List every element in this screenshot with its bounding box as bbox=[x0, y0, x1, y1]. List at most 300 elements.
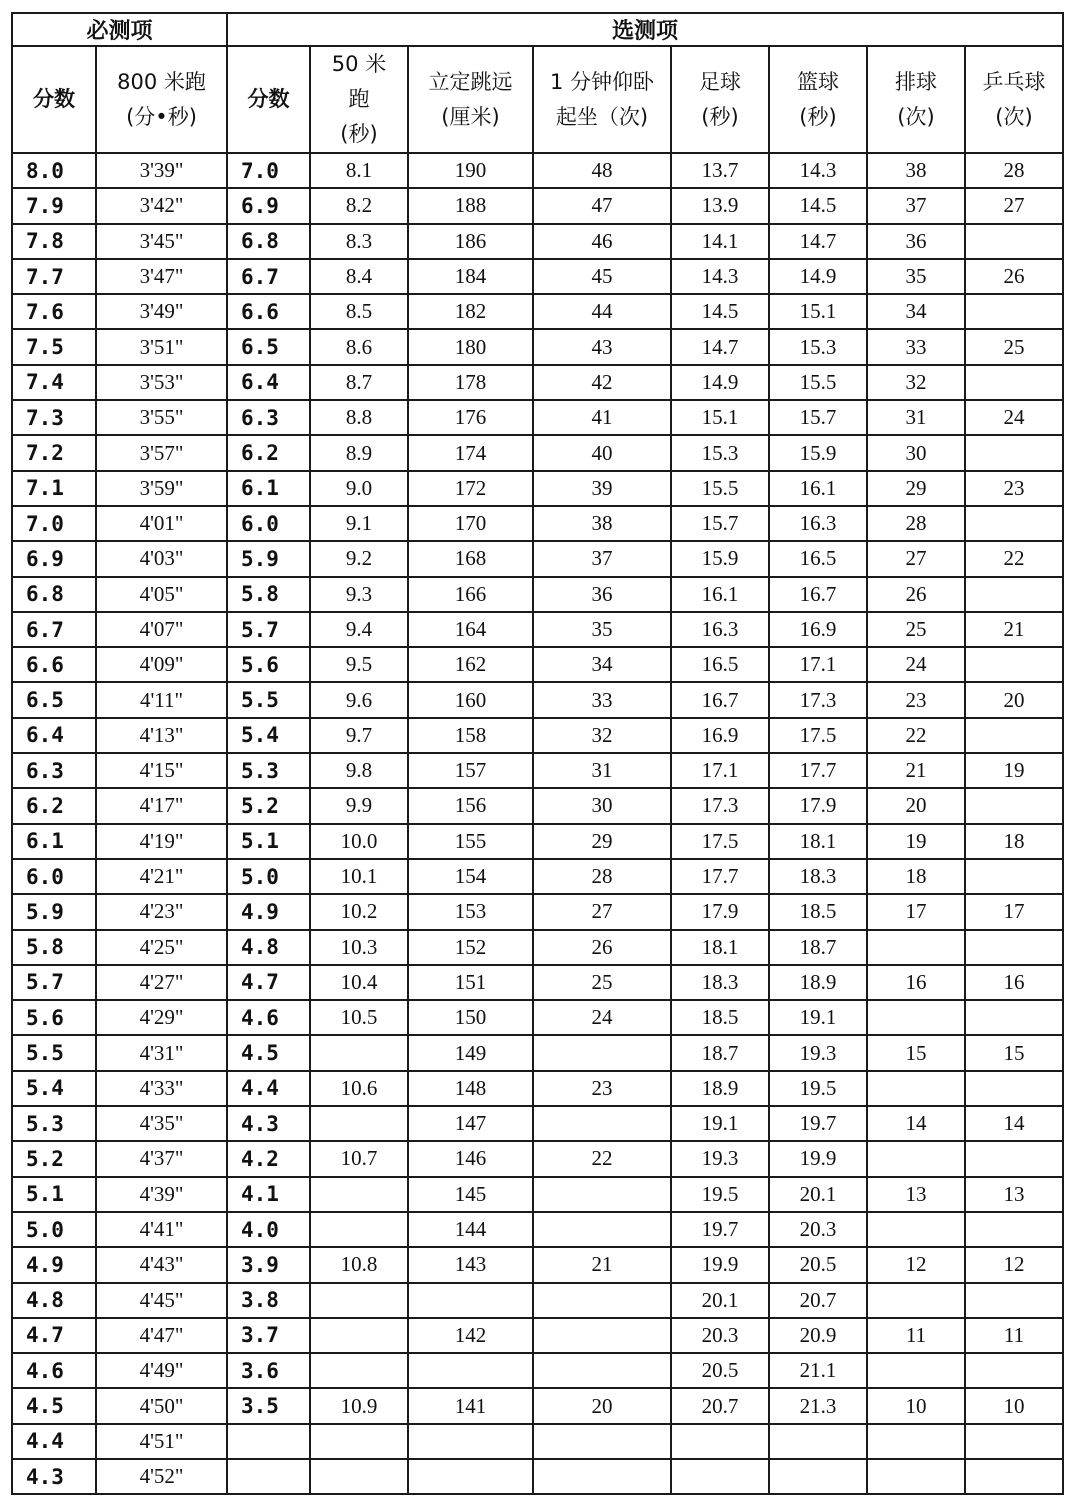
column-header-volleyball bbox=[867, 46, 965, 153]
cell-volleyball: 23 bbox=[867, 682, 965, 717]
cell-football: 16.3 bbox=[671, 612, 769, 647]
cell-run-800m: 3'42" bbox=[96, 188, 227, 223]
cell-football: 14.1 bbox=[671, 224, 769, 259]
group-optional-header: 选测项 bbox=[227, 13, 1063, 46]
cell-score-required: 4.7 bbox=[12, 1318, 96, 1353]
cell-volleyball bbox=[867, 1353, 965, 1388]
cell-score-required: 5.3 bbox=[12, 1106, 96, 1141]
cell-basketball: 17.1 bbox=[769, 647, 867, 682]
cell-standing-long-jump bbox=[408, 1283, 533, 1318]
cell-score-required: 7.9 bbox=[12, 188, 96, 223]
cell-standing-long-jump: 160 bbox=[408, 682, 533, 717]
cell-basketball bbox=[769, 1424, 867, 1459]
table-row bbox=[12, 1212, 1063, 1247]
cell-sit-ups-1min: 44 bbox=[533, 294, 671, 329]
cell-score-optional: 6.9 bbox=[227, 188, 310, 223]
cell-basketball: 15.1 bbox=[769, 294, 867, 329]
cell-score-optional: 6.4 bbox=[227, 365, 310, 400]
cell-score-required: 5.6 bbox=[12, 1000, 96, 1035]
cell-run-50m: 10.3 bbox=[310, 930, 408, 965]
cell-standing-long-jump: 157 bbox=[408, 753, 533, 788]
cell-run-50m: 9.1 bbox=[310, 506, 408, 541]
cell-sit-ups-1min: 34 bbox=[533, 647, 671, 682]
cell-score-required: 5.9 bbox=[12, 894, 96, 929]
cell-run-50m: 8.3 bbox=[310, 224, 408, 259]
table-row bbox=[12, 1424, 1063, 1459]
cell-volleyball: 32 bbox=[867, 365, 965, 400]
cell-score-required: 4.4 bbox=[12, 1424, 96, 1459]
column-header-line: 800 米跑 bbox=[117, 69, 206, 94]
cell-run-50m: 9.6 bbox=[310, 682, 408, 717]
cell-score-required: 7.4 bbox=[12, 365, 96, 400]
cell-run-800m: 4'13" bbox=[96, 718, 227, 753]
cell-score-optional: 5.9 bbox=[227, 541, 310, 576]
table-row bbox=[12, 612, 1063, 647]
cell-standing-long-jump: 152 bbox=[408, 930, 533, 965]
cell-volleyball: 14 bbox=[867, 1106, 965, 1141]
cell-basketball: 19.9 bbox=[769, 1141, 867, 1176]
cell-score-optional: 3.6 bbox=[227, 1353, 310, 1388]
cell-sit-ups-1min: 22 bbox=[533, 1141, 671, 1176]
table-row bbox=[12, 894, 1063, 929]
cell-standing-long-jump: 155 bbox=[408, 824, 533, 859]
column-header-line: 乒乓球 bbox=[982, 69, 1046, 94]
cell-sit-ups-1min bbox=[533, 1283, 671, 1318]
cell-basketball: 20.7 bbox=[769, 1283, 867, 1318]
cell-score-required: 5.0 bbox=[12, 1212, 96, 1247]
cell-score-optional bbox=[227, 1459, 310, 1494]
cell-run-800m: 4'21" bbox=[96, 859, 227, 894]
cell-table-tennis bbox=[965, 294, 1063, 329]
cell-run-50m: 9.0 bbox=[310, 471, 408, 506]
cell-basketball: 14.3 bbox=[769, 153, 867, 188]
cell-score-required: 7.2 bbox=[12, 435, 96, 470]
table-row bbox=[12, 682, 1063, 717]
cell-standing-long-jump: 153 bbox=[408, 894, 533, 929]
cell-table-tennis bbox=[965, 1141, 1063, 1176]
column-header-line: (秒) bbox=[701, 104, 739, 129]
cell-football: 20.1 bbox=[671, 1283, 769, 1318]
cell-table-tennis bbox=[965, 718, 1063, 753]
cell-sit-ups-1min: 46 bbox=[533, 224, 671, 259]
cell-run-800m: 4'25" bbox=[96, 930, 227, 965]
cell-table-tennis: 27 bbox=[965, 188, 1063, 223]
cell-basketball: 15.5 bbox=[769, 365, 867, 400]
cell-score-required: 7.8 bbox=[12, 224, 96, 259]
column-header-score-required bbox=[12, 46, 96, 153]
cell-table-tennis: 20 bbox=[965, 682, 1063, 717]
column-header-line: 分数 bbox=[33, 87, 75, 111]
cell-run-50m: 8.6 bbox=[310, 329, 408, 364]
table-row bbox=[12, 930, 1063, 965]
column-header-run-800m bbox=[96, 46, 227, 153]
cell-sit-ups-1min bbox=[533, 1459, 671, 1494]
cell-volleyball bbox=[867, 1283, 965, 1318]
cell-volleyball: 33 bbox=[867, 329, 965, 364]
cell-run-800m: 3'45" bbox=[96, 224, 227, 259]
cell-run-50m: 8.1 bbox=[310, 153, 408, 188]
cell-score-required: 5.7 bbox=[12, 965, 96, 1000]
cell-run-800m: 3'55" bbox=[96, 400, 227, 435]
cell-standing-long-jump: 182 bbox=[408, 294, 533, 329]
cell-score-optional: 4.1 bbox=[227, 1177, 310, 1212]
cell-score-required: 6.2 bbox=[12, 788, 96, 823]
cell-run-800m: 4'05" bbox=[96, 577, 227, 612]
cell-football: 18.7 bbox=[671, 1035, 769, 1070]
cell-sit-ups-1min: 24 bbox=[533, 1000, 671, 1035]
cell-table-tennis: 14 bbox=[965, 1106, 1063, 1141]
cell-sit-ups-1min: 48 bbox=[533, 153, 671, 188]
cell-score-required: 6.9 bbox=[12, 541, 96, 576]
cell-basketball: 18.1 bbox=[769, 824, 867, 859]
cell-run-50m: 8.2 bbox=[310, 188, 408, 223]
cell-basketball: 15.7 bbox=[769, 400, 867, 435]
cell-football: 20.7 bbox=[671, 1388, 769, 1423]
cell-table-tennis: 15 bbox=[965, 1035, 1063, 1070]
cell-sit-ups-1min: 30 bbox=[533, 788, 671, 823]
cell-score-required: 5.8 bbox=[12, 930, 96, 965]
cell-football: 19.3 bbox=[671, 1141, 769, 1176]
cell-basketball: 20.1 bbox=[769, 1177, 867, 1212]
cell-football: 19.5 bbox=[671, 1177, 769, 1212]
table-row bbox=[12, 506, 1063, 541]
cell-football: 16.7 bbox=[671, 682, 769, 717]
cell-score-required: 6.1 bbox=[12, 824, 96, 859]
column-header-line: 50 米 bbox=[331, 52, 387, 76]
cell-standing-long-jump: 172 bbox=[408, 471, 533, 506]
table-row bbox=[12, 1071, 1063, 1106]
table-row bbox=[12, 1106, 1063, 1141]
cell-run-800m: 3'39" bbox=[96, 153, 227, 188]
cell-run-50m: 9.2 bbox=[310, 541, 408, 576]
cell-score-optional: 5.3 bbox=[227, 753, 310, 788]
cell-run-800m: 4'33" bbox=[96, 1071, 227, 1106]
column-header-line: 篮球 bbox=[797, 69, 839, 94]
cell-volleyball: 13 bbox=[867, 1177, 965, 1212]
cell-table-tennis bbox=[965, 1000, 1063, 1035]
table-row bbox=[12, 647, 1063, 682]
cell-volleyball: 24 bbox=[867, 647, 965, 682]
table-row bbox=[12, 1388, 1063, 1423]
cell-score-optional: 4.7 bbox=[227, 965, 310, 1000]
cell-run-50m bbox=[310, 1212, 408, 1247]
cell-basketball: 20.5 bbox=[769, 1247, 867, 1282]
cell-sit-ups-1min: 31 bbox=[533, 753, 671, 788]
cell-table-tennis: 22 bbox=[965, 541, 1063, 576]
cell-table-tennis: 19 bbox=[965, 753, 1063, 788]
table-row bbox=[12, 294, 1063, 329]
column-header-football bbox=[671, 46, 769, 153]
cell-score-optional: 6.5 bbox=[227, 329, 310, 364]
cell-table-tennis: 24 bbox=[965, 400, 1063, 435]
cell-football: 15.3 bbox=[671, 435, 769, 470]
column-header-line: 分数 bbox=[247, 87, 290, 111]
cell-basketball: 14.9 bbox=[769, 259, 867, 294]
cell-run-50m: 10.9 bbox=[310, 1388, 408, 1423]
cell-sit-ups-1min bbox=[533, 1106, 671, 1141]
cell-football: 15.1 bbox=[671, 400, 769, 435]
cell-football: 16.5 bbox=[671, 647, 769, 682]
cell-volleyball: 21 bbox=[867, 753, 965, 788]
cell-table-tennis bbox=[965, 1283, 1063, 1318]
cell-sit-ups-1min: 32 bbox=[533, 718, 671, 753]
cell-standing-long-jump: 174 bbox=[408, 435, 533, 470]
cell-football: 18.5 bbox=[671, 1000, 769, 1035]
cell-football: 13.9 bbox=[671, 188, 769, 223]
cell-basketball: 16.1 bbox=[769, 471, 867, 506]
table-row bbox=[12, 471, 1063, 506]
cell-run-800m: 4'23" bbox=[96, 894, 227, 929]
cell-sit-ups-1min: 29 bbox=[533, 824, 671, 859]
cell-table-tennis: 11 bbox=[965, 1318, 1063, 1353]
cell-run-50m: 10.1 bbox=[310, 859, 408, 894]
cell-basketball: 15.3 bbox=[769, 329, 867, 364]
cell-football: 17.1 bbox=[671, 753, 769, 788]
column-header-standing-long-jump bbox=[408, 46, 533, 153]
cell-table-tennis bbox=[965, 506, 1063, 541]
cell-standing-long-jump: 141 bbox=[408, 1388, 533, 1423]
cell-score-required: 6.6 bbox=[12, 647, 96, 682]
cell-sit-ups-1min: 36 bbox=[533, 577, 671, 612]
cell-run-800m: 3'57" bbox=[96, 435, 227, 470]
cell-football: 20.3 bbox=[671, 1318, 769, 1353]
cell-score-optional: 4.3 bbox=[227, 1106, 310, 1141]
cell-run-800m: 4'39" bbox=[96, 1177, 227, 1212]
cell-sit-ups-1min: 45 bbox=[533, 259, 671, 294]
cell-sit-ups-1min: 20 bbox=[533, 1388, 671, 1423]
cell-basketball bbox=[769, 1459, 867, 1494]
cell-standing-long-jump: 178 bbox=[408, 365, 533, 400]
cell-volleyball bbox=[867, 930, 965, 965]
cell-run-800m: 4'43" bbox=[96, 1247, 227, 1282]
cell-run-800m: 3'47" bbox=[96, 259, 227, 294]
cell-table-tennis bbox=[965, 365, 1063, 400]
cell-score-optional: 4.5 bbox=[227, 1035, 310, 1070]
score-table bbox=[11, 12, 1064, 1495]
cell-table-tennis bbox=[965, 224, 1063, 259]
cell-score-required: 4.6 bbox=[12, 1353, 96, 1388]
cell-standing-long-jump: 168 bbox=[408, 541, 533, 576]
cell-score-optional: 5.1 bbox=[227, 824, 310, 859]
cell-run-800m: 4'50" bbox=[96, 1388, 227, 1423]
column-header-line: 跑 bbox=[348, 87, 370, 111]
cell-volleyball: 35 bbox=[867, 259, 965, 294]
cell-table-tennis: 10 bbox=[965, 1388, 1063, 1423]
cell-basketball: 16.7 bbox=[769, 577, 867, 612]
cell-standing-long-jump: 184 bbox=[408, 259, 533, 294]
cell-table-tennis bbox=[965, 788, 1063, 823]
cell-football: 17.5 bbox=[671, 824, 769, 859]
cell-run-50m: 10.7 bbox=[310, 1141, 408, 1176]
cell-score-optional: 4.0 bbox=[227, 1212, 310, 1247]
cell-standing-long-jump: 156 bbox=[408, 788, 533, 823]
cell-score-required: 6.4 bbox=[12, 718, 96, 753]
cell-basketball: 17.7 bbox=[769, 753, 867, 788]
cell-table-tennis: 13 bbox=[965, 1177, 1063, 1212]
cell-score-required: 7.0 bbox=[12, 506, 96, 541]
cell-basketball: 17.3 bbox=[769, 682, 867, 717]
cell-run-50m: 10.2 bbox=[310, 894, 408, 929]
column-header-row bbox=[12, 46, 1063, 153]
column-header-line: (厘米) bbox=[441, 104, 500, 129]
cell-score-required: 4.5 bbox=[12, 1388, 96, 1423]
cell-volleyball: 30 bbox=[867, 435, 965, 470]
table-row bbox=[12, 1000, 1063, 1035]
cell-run-50m: 10.5 bbox=[310, 1000, 408, 1035]
cell-score-optional: 3.8 bbox=[227, 1283, 310, 1318]
cell-volleyball: 29 bbox=[867, 471, 965, 506]
cell-score-optional: 6.8 bbox=[227, 224, 310, 259]
column-header-sit-ups-1min bbox=[533, 46, 671, 153]
cell-score-required: 5.2 bbox=[12, 1141, 96, 1176]
cell-run-800m: 4'29" bbox=[96, 1000, 227, 1035]
cell-score-required: 6.3 bbox=[12, 753, 96, 788]
table-row bbox=[12, 259, 1063, 294]
cell-standing-long-jump: 158 bbox=[408, 718, 533, 753]
cell-basketball: 18.5 bbox=[769, 894, 867, 929]
cell-sit-ups-1min bbox=[533, 1424, 671, 1459]
cell-football: 13.7 bbox=[671, 153, 769, 188]
cell-run-50m: 9.7 bbox=[310, 718, 408, 753]
column-header-line: 排球 bbox=[895, 69, 937, 94]
column-header-line: (分•秒) bbox=[126, 104, 197, 129]
cell-score-required: 4.8 bbox=[12, 1283, 96, 1318]
cell-score-required: 4.3 bbox=[12, 1459, 96, 1494]
cell-table-tennis: 26 bbox=[965, 259, 1063, 294]
cell-sit-ups-1min: 23 bbox=[533, 1071, 671, 1106]
cell-run-800m: 3'49" bbox=[96, 294, 227, 329]
cell-standing-long-jump: 162 bbox=[408, 647, 533, 682]
group-required-header: 必测项 bbox=[12, 13, 227, 46]
cell-basketball: 16.3 bbox=[769, 506, 867, 541]
cell-football: 14.5 bbox=[671, 294, 769, 329]
column-header-line: (次) bbox=[995, 104, 1033, 129]
cell-score-optional: 5.4 bbox=[227, 718, 310, 753]
cell-volleyball: 16 bbox=[867, 965, 965, 1000]
cell-run-800m: 4'07" bbox=[96, 612, 227, 647]
cell-run-800m: 4'03" bbox=[96, 541, 227, 576]
table-row bbox=[12, 541, 1063, 576]
cell-run-800m: 4'52" bbox=[96, 1459, 227, 1494]
cell-sit-ups-1min: 28 bbox=[533, 859, 671, 894]
cell-run-50m bbox=[310, 1177, 408, 1212]
cell-standing-long-jump: 180 bbox=[408, 329, 533, 364]
cell-table-tennis bbox=[965, 1353, 1063, 1388]
cell-basketball: 20.3 bbox=[769, 1212, 867, 1247]
cell-score-optional: 3.9 bbox=[227, 1247, 310, 1282]
table-row bbox=[12, 1177, 1063, 1212]
cell-volleyball: 31 bbox=[867, 400, 965, 435]
cell-score-required: 5.1 bbox=[12, 1177, 96, 1212]
cell-basketball: 18.9 bbox=[769, 965, 867, 1000]
cell-run-50m: 8.7 bbox=[310, 365, 408, 400]
cell-sit-ups-1min: 47 bbox=[533, 188, 671, 223]
cell-sit-ups-1min: 40 bbox=[533, 435, 671, 470]
cell-volleyball: 34 bbox=[867, 294, 965, 329]
cell-run-800m: 4'11" bbox=[96, 682, 227, 717]
cell-run-800m: 4'31" bbox=[96, 1035, 227, 1070]
cell-score-optional: 3.7 bbox=[227, 1318, 310, 1353]
cell-run-50m: 9.5 bbox=[310, 647, 408, 682]
cell-standing-long-jump: 147 bbox=[408, 1106, 533, 1141]
cell-score-required: 6.7 bbox=[12, 612, 96, 647]
cell-sit-ups-1min: 43 bbox=[533, 329, 671, 364]
cell-football: 16.9 bbox=[671, 718, 769, 753]
cell-sit-ups-1min: 41 bbox=[533, 400, 671, 435]
cell-football: 19.7 bbox=[671, 1212, 769, 1247]
cell-run-50m bbox=[310, 1353, 408, 1388]
table-row bbox=[12, 329, 1063, 364]
cell-run-800m: 3'59" bbox=[96, 471, 227, 506]
cell-football: 18.3 bbox=[671, 965, 769, 1000]
cell-standing-long-jump: 149 bbox=[408, 1035, 533, 1070]
cell-run-800m: 4'51" bbox=[96, 1424, 227, 1459]
group-header-row bbox=[12, 13, 1063, 46]
table-row bbox=[12, 1459, 1063, 1494]
cell-table-tennis bbox=[965, 1424, 1063, 1459]
cell-score-optional: 5.7 bbox=[227, 612, 310, 647]
cell-volleyball: 25 bbox=[867, 612, 965, 647]
cell-standing-long-jump: 166 bbox=[408, 577, 533, 612]
cell-football: 17.9 bbox=[671, 894, 769, 929]
cell-score-optional: 5.6 bbox=[227, 647, 310, 682]
cell-volleyball: 36 bbox=[867, 224, 965, 259]
cell-score-optional bbox=[227, 1424, 310, 1459]
cell-volleyball: 38 bbox=[867, 153, 965, 188]
cell-score-required: 6.0 bbox=[12, 859, 96, 894]
cell-score-optional: 6.3 bbox=[227, 400, 310, 435]
table-row bbox=[12, 859, 1063, 894]
cell-run-50m: 9.8 bbox=[310, 753, 408, 788]
cell-table-tennis: 25 bbox=[965, 329, 1063, 364]
cell-score-required: 7.5 bbox=[12, 329, 96, 364]
cell-table-tennis bbox=[965, 577, 1063, 612]
cell-volleyball: 20 bbox=[867, 788, 965, 823]
cell-standing-long-jump: 170 bbox=[408, 506, 533, 541]
cell-table-tennis: 18 bbox=[965, 824, 1063, 859]
cell-score-required: 7.7 bbox=[12, 259, 96, 294]
table-row bbox=[12, 1141, 1063, 1176]
cell-score-required: 7.3 bbox=[12, 400, 96, 435]
cell-football: 19.9 bbox=[671, 1247, 769, 1282]
cell-volleyball: 12 bbox=[867, 1247, 965, 1282]
table-row bbox=[12, 224, 1063, 259]
cell-run-50m: 9.4 bbox=[310, 612, 408, 647]
cell-volleyball bbox=[867, 1459, 965, 1494]
cell-run-800m: 4'17" bbox=[96, 788, 227, 823]
cell-score-required: 5.5 bbox=[12, 1035, 96, 1070]
cell-standing-long-jump: 154 bbox=[408, 859, 533, 894]
cell-standing-long-jump: 150 bbox=[408, 1000, 533, 1035]
column-header-line: (秒) bbox=[799, 104, 837, 129]
cell-sit-ups-1min: 21 bbox=[533, 1247, 671, 1282]
cell-standing-long-jump: 164 bbox=[408, 612, 533, 647]
cell-basketball: 21.3 bbox=[769, 1388, 867, 1423]
cell-run-800m: 4'01" bbox=[96, 506, 227, 541]
column-header-line: (秒) bbox=[340, 122, 378, 146]
cell-football: 19.1 bbox=[671, 1106, 769, 1141]
cell-football bbox=[671, 1459, 769, 1494]
cell-score-required: 5.4 bbox=[12, 1071, 96, 1106]
cell-table-tennis bbox=[965, 1459, 1063, 1494]
cell-sit-ups-1min bbox=[533, 1318, 671, 1353]
cell-standing-long-jump: 176 bbox=[408, 400, 533, 435]
cell-standing-long-jump: 188 bbox=[408, 188, 533, 223]
table-row bbox=[12, 965, 1063, 1000]
cell-basketball: 17.9 bbox=[769, 788, 867, 823]
cell-table-tennis bbox=[965, 1071, 1063, 1106]
cell-run-800m: 4'49" bbox=[96, 1353, 227, 1388]
